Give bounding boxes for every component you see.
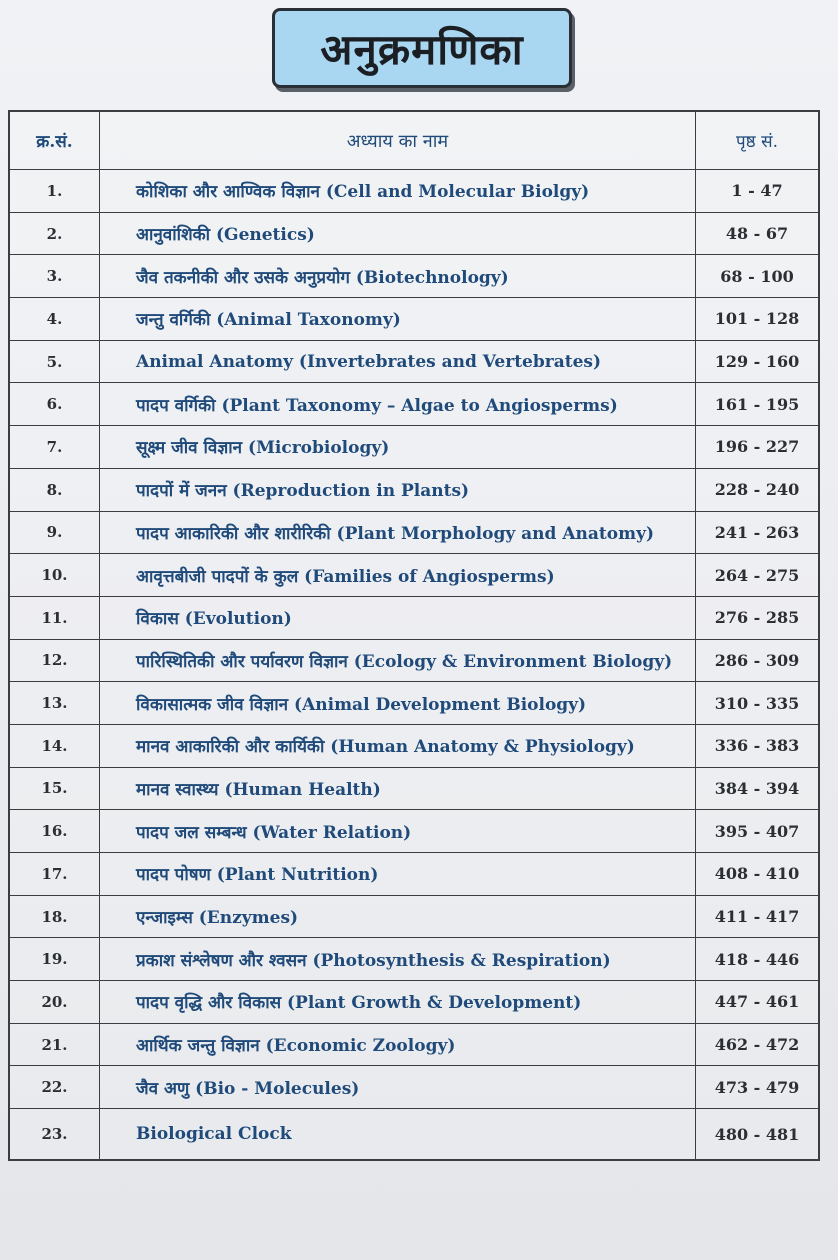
chapter-title: पादप पोषण (Plant Nutrition) <box>100 853 696 895</box>
chapter-title: Biological Clock <box>100 1109 696 1159</box>
chapter-pages: 286 - 309 <box>714 650 800 670</box>
chapter-title: जैव तकनीकी और उसके अनुप्रयोग (Biotechnology) <box>100 255 696 297</box>
chapter-number: 21. <box>10 1024 100 1066</box>
table-row <box>10 810 818 853</box>
chapter-title: पारिस्थितिकी और पर्यावरण विज्ञान (Ecology & Environment Biology) <box>100 640 696 682</box>
chapter-pages: 241 - 263 <box>714 522 800 542</box>
chapter-title: जैव अणु (Bio - Molecules) <box>100 1066 696 1108</box>
table-row <box>10 298 818 341</box>
table-row <box>10 1109 818 1159</box>
chapter-title: पादप वर्गिकी (Plant Taxonomy – Algae to Angiosperms) <box>100 383 696 425</box>
chapter-number: 7. <box>10 426 100 468</box>
chapter-pages: 447 - 461 <box>714 992 800 1012</box>
chapter-number: 3. <box>10 255 100 297</box>
chapter-pages: 462 - 472 <box>714 1035 800 1055</box>
chapter-number: 9. <box>10 512 100 554</box>
chapter-pages: 408 - 410 <box>714 864 800 884</box>
chapter-title: प्रकाश संश्लेषण और श्वसन (Photosynthesis & Respiration) <box>100 938 696 980</box>
chapter-number: 16. <box>10 810 100 852</box>
chapter-title: एन्जाइम्स (Enzymes) <box>100 896 696 938</box>
chapter-number: 2. <box>10 213 100 255</box>
chapter-pages: 336 - 383 <box>714 736 800 756</box>
table-row <box>10 1066 818 1109</box>
chapter-pages: 1 - 47 <box>731 181 783 201</box>
chapter-title: Animal Anatomy (Invertebrates and Vertebrates) <box>100 341 696 383</box>
header-page-number: पृष्ठ सं. <box>736 132 778 152</box>
chapter-number: 20. <box>10 981 100 1023</box>
chapter-title: मानव आकारिकी और कार्यिकी (Human Anatomy & Physiology) <box>100 725 696 767</box>
table-row <box>10 554 818 597</box>
table-row <box>10 938 818 981</box>
chapter-number: 10. <box>10 554 100 596</box>
table-row <box>10 640 818 683</box>
table-row <box>10 597 818 640</box>
header-serial-number: क्र.सं. <box>10 112 100 169</box>
chapter-pages: 196 - 227 <box>714 437 800 457</box>
table-row <box>10 426 818 469</box>
chapter-pages: 310 - 335 <box>714 693 800 713</box>
chapter-title: आर्थिक जन्तु विज्ञान (Economic Zoology) <box>100 1024 696 1066</box>
chapter-number: 6. <box>10 383 100 425</box>
chapter-pages: 161 - 195 <box>714 394 800 414</box>
chapter-number: 22. <box>10 1066 100 1108</box>
table-row <box>10 853 818 896</box>
table-row <box>10 682 818 725</box>
chapter-number: 13. <box>10 682 100 724</box>
chapter-pages: 418 - 446 <box>714 949 800 969</box>
table-row <box>10 725 818 768</box>
chapter-pages: 276 - 285 <box>714 608 800 628</box>
chapter-pages: 129 - 160 <box>714 352 800 372</box>
chapter-pages: 473 - 479 <box>714 1077 800 1097</box>
chapter-pages: 480 - 481 <box>714 1124 800 1144</box>
title-box <box>272 8 572 88</box>
chapter-title: सूक्ष्म जीव विज्ञान (Microbiology) <box>100 426 696 468</box>
table-row <box>10 768 818 811</box>
table-row <box>10 255 818 298</box>
table-row <box>10 170 818 213</box>
table-row <box>10 981 818 1024</box>
table-row <box>10 341 818 384</box>
table-row <box>10 512 818 555</box>
chapter-pages: 68 - 100 <box>720 266 794 286</box>
chapter-number: 1. <box>10 170 100 212</box>
chapter-title: कोशिका और आण्विक विज्ञान (Cell and Molecular Biolgy) <box>100 170 696 212</box>
chapter-pages: 411 - 417 <box>714 907 800 927</box>
chapter-title: आवृत्तबीजी पादपों के कुल (Families of Angiosperms) <box>100 554 696 596</box>
table-row <box>10 1024 818 1067</box>
chapter-number: 4. <box>10 298 100 340</box>
chapter-title: विकासात्मक जीव विज्ञान (Animal Development Biology) <box>100 682 696 724</box>
chapter-pages: 264 - 275 <box>714 565 800 585</box>
chapter-title: विकास (Evolution) <box>100 597 696 639</box>
chapter-title: जन्तु वर्गिकी (Animal Taxonomy) <box>100 298 696 340</box>
chapter-number: 8. <box>10 469 100 511</box>
chapter-pages: 48 - 67 <box>725 224 789 244</box>
chapter-pages: 228 - 240 <box>714 480 800 500</box>
chapter-number: 17. <box>10 853 100 895</box>
chapter-number: 12. <box>10 640 100 682</box>
chapter-title: मानव स्वास्थ्य (Human Health) <box>100 768 696 810</box>
table-row <box>10 896 818 939</box>
chapter-title: आनुवांशिकी (Genetics) <box>100 213 696 255</box>
chapter-number: 14. <box>10 725 100 767</box>
chapter-pages: 395 - 407 <box>714 821 800 841</box>
chapter-number: 15. <box>10 768 100 810</box>
table-row <box>10 469 818 512</box>
chapter-pages: 384 - 394 <box>714 778 800 798</box>
chapter-number: 23. <box>10 1109 100 1159</box>
table-row <box>10 383 818 426</box>
table-row <box>10 213 818 256</box>
chapter-title: पादप जल सम्बन्ध (Water Relation) <box>100 810 696 852</box>
chapter-number: 19. <box>10 938 100 980</box>
chapter-title: पादपों में जनन (Reproduction in Plants) <box>100 469 696 511</box>
page-title: अनुक्रमणिका <box>320 24 524 74</box>
table-header-row <box>10 112 818 170</box>
chapter-number: 18. <box>10 896 100 938</box>
chapter-title: पादप वृद्धि और विकास (Plant Growth & Development) <box>100 981 696 1023</box>
header-chapter-name: अध्याय का नाम <box>100 112 696 169</box>
chapter-number: 5. <box>10 341 100 383</box>
chapter-pages: 101 - 128 <box>714 309 800 329</box>
contents-table <box>8 110 820 1161</box>
chapter-number: 11. <box>10 597 100 639</box>
chapter-title: पादप आकारिकी और शारीरिकी (Plant Morphology and Anatomy) <box>100 512 696 554</box>
